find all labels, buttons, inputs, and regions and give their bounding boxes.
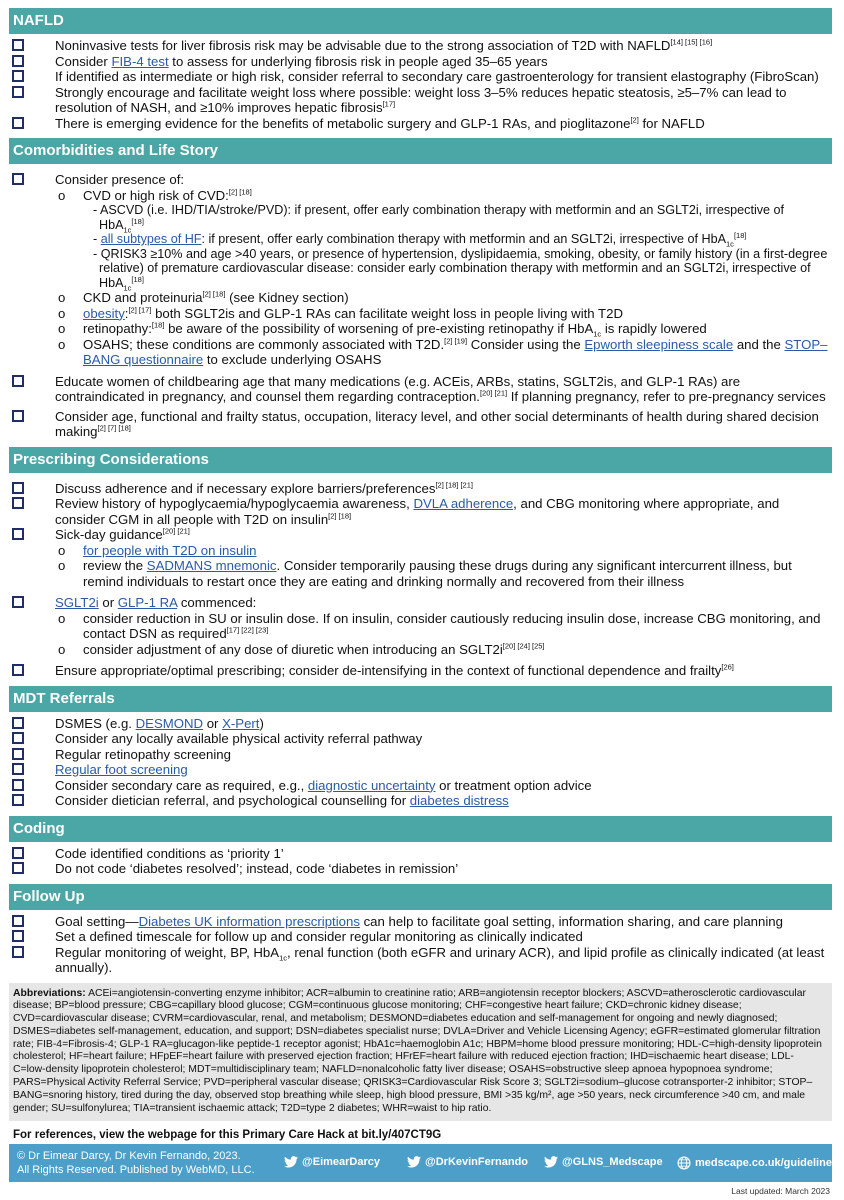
section-header-nafld: NAFLD (9, 8, 832, 34)
foot-screening-link[interactable]: Regular foot screening (55, 762, 188, 777)
checkbox[interactable] (12, 596, 24, 608)
checkbox[interactable] (12, 748, 24, 760)
sub-item: o for people with T2D on insulin (58, 542, 257, 558)
list-item: There is emerging evidence for the benefits of metabolic surgery and GLP-1 RAs, and pioglitazone[2] for NAFLD (9, 116, 832, 132)
sub-sub-item: - all subtypes of HF: if present, offer early combination therapy with metformin and an SGLT2i, irrespective of HbA$_{1c}$[18] (93, 230, 747, 249)
twitter-eimear[interactable]: @EimearDarcy (284, 1156, 380, 1168)
twitter-icon (284, 1156, 298, 1168)
sub-item: o obesity:[2] [17] both SGLT2is and GLP-1 RAs can facilitate weight loss in people living with T2D (58, 305, 623, 321)
twitter-icon (544, 1156, 558, 1168)
sub-sub-item: - ASCVD (i.e. IHD/TIA/stroke/PVD): if present, offer early combination therapy with metformin and an SGLT2i, irrespective of HbA$_{1c}$[18] (93, 203, 785, 235)
epworth-link[interactable]: Epworth sleepiness scale (584, 336, 734, 352)
sub-item: o retinopathy:[18] be aware of the possibility of worsening of pre-existing retinopathy if HbA$_{1c}$ is rapidly lowered (58, 320, 707, 339)
website-link[interactable]: medscape.co.uk/guidelines (677, 1156, 838, 1170)
copyright: © Dr Eimear Darcy, Dr Kevin Fernando, 2023. All Rights Reserved. Published by WebMD, LLC. (17, 1150, 255, 1176)
checkbox[interactable] (12, 862, 24, 874)
references-note: For references, view the webpage for this Primary Care Hack at bit.ly/407CT9G (13, 1129, 442, 1142)
glp1-link[interactable]: GLP-1 RA (117, 595, 178, 610)
list-item: Consider presence of: (9, 172, 832, 188)
checkbox[interactable] (12, 763, 24, 775)
sub-item: o CKD and proteinuria[2] [18] (see Kidney section) (58, 289, 349, 305)
sglt2i-link[interactable]: SGLT2i (55, 595, 99, 610)
diabetes-distress-link[interactable]: diabetes distress (409, 793, 509, 808)
obesity-link[interactable]: obesity (83, 305, 125, 321)
xpert-link[interactable]: X-Pert (222, 715, 260, 731)
checkbox[interactable] (12, 794, 24, 806)
list-item: Ensure appropriate/optimal prescribing; consider de-intensifying in the context of functional dependence and frailty[26] (9, 663, 832, 679)
twitter-icon (407, 1156, 421, 1168)
list-item: Consider secondary care as required, e.g., diagnostic uncertainty or treatment option advice (9, 778, 832, 794)
list-item: Goal setting—Diabetes UK information prescriptions can help to facilitate goal setting, information sharing, and care planning (9, 914, 832, 930)
desmond-link[interactable]: DESMOND (135, 715, 204, 731)
section-follow-up (9, 910, 832, 979)
checkbox[interactable] (12, 717, 24, 729)
list-item (9, 762, 832, 778)
list-item: SGLT2i or GLP-1 RA commenced: (9, 595, 832, 611)
checkbox[interactable] (12, 70, 24, 82)
sub-item: o CVD or high risk of CVD:[2] [18] (58, 187, 252, 203)
list-item: Educate women of childbearing age that many medications (e.g. ACEis, ARBs, statins, SGLT2is, and GLP-1 RAs) are contraindicated in pregnancy, and counsel them regarding contraception.[20] [21] If planning pregnancy, refer to pre-pregnancy services (9, 374, 832, 405)
sub-sub-item: - QRISK3 ≥10% and age >40 years, or presence of hypertension, dyslipidaemia, smoking, obesity, or family history (in a first-degree relative) of premature cardiovascular disease: consider early combination therapy with metformin and an SGLT2i, irrespective of HbA$_{1c}$[18] (93, 246, 828, 293)
globe-icon (677, 1156, 691, 1170)
list-item: Noninvasive tests for liver fibrosis risk may be advisable due to the strong association of T2D with NAFLD[14] [15] [16] (9, 38, 832, 54)
section-mdt (9, 712, 832, 812)
section-comorbidities (9, 164, 832, 443)
hf-subtypes-link[interactable]: all subtypes of HF (100, 232, 202, 246)
checkbox[interactable] (12, 86, 24, 98)
checkbox[interactable] (12, 173, 24, 185)
section-header-prescribing: Prescribing Considerations (9, 447, 832, 473)
list-item: Consider any locally available physical activity referral pathway (9, 731, 832, 747)
hack-page (9, 8, 832, 1149)
list-item: Regular retinopathy screening (9, 747, 832, 763)
list-item: Do not code ‘diabetes resolved’; instead, code ‘diabetes in remission’ (9, 861, 832, 877)
list-item: Code identified conditions as ‘priority 1’ (9, 846, 832, 862)
checkbox[interactable] (12, 732, 24, 744)
fib4-link[interactable]: FIB-4 test (111, 53, 169, 69)
section-coding (9, 842, 832, 880)
list-item: Strongly encourage and facilitate weight loss where possible: weight loss 3–5% reduces hepatic steatosis, ≥5–7% can lead to resolution of NASH, and ≥10% improves hepatic fibrosis[17] (9, 85, 832, 116)
list-item: Set a defined timescale for follow up and consider regular monitoring as clinically indicated (9, 929, 832, 945)
list-item: DSMES (e.g. DESMOND or X-Pert) (9, 716, 832, 732)
list-item: Regular monitoring of weight, BP, HbA$_{1c}$, renal function (both eGFR and urinary ACR), and lipid profile as clinically indicated (at least annually). (9, 945, 832, 976)
checkbox[interactable] (12, 410, 24, 422)
checkbox[interactable] (12, 482, 24, 494)
insulin-sick-day-link[interactable]: for people with T2D on insulin (83, 542, 257, 558)
list-item: Sick-day guidance[20] [21] (9, 527, 832, 543)
diagnostic-uncertainty-link[interactable]: diagnostic uncertainty (307, 777, 436, 793)
sub-item: o review the SADMANS mnemonic. Consider temporarily pausing these drugs during any significant intercurrent illness, but remind individuals to restart once they are eating and drinking normally and recovered from their illness (58, 558, 792, 589)
checkbox[interactable] (12, 528, 24, 540)
sub-item: o consider adjustment of any dose of diuretic when introducing an SGLT2i[20] [24] [25] (58, 641, 545, 657)
checkbox[interactable] (12, 915, 24, 927)
dvla-link[interactable]: DVLA adherence (413, 496, 514, 511)
checkbox[interactable] (12, 39, 24, 51)
sub-item: o consider reduction in SU or insulin dose. If on insulin, consider cautiously reducing insulin dose, increase CBG monitoring, and contact DSN as required[17] [22] [23] (58, 610, 821, 641)
checkbox[interactable] (12, 779, 24, 791)
list-item: Consider dietician referral, and psychological counselling for diabetes distress (9, 793, 832, 809)
checkbox[interactable] (12, 946, 24, 958)
section-header-mdt: MDT Referrals (9, 686, 832, 712)
list-item: Consider age, functional and frailty status, occupation, literacy level, and other social determinants of health during shared decision making[2] [7] [18] (9, 409, 832, 440)
checkbox[interactable] (12, 930, 24, 942)
checkbox[interactable] (12, 117, 24, 129)
list-item: Review history of hypoglycaemia/hypoglycaemia awareness, DVLA adherence, and CBG monitoring where appropriate, and consider CGM in all people with T2D on insulin[2] [18] (9, 496, 832, 527)
last-updated: Last updated: March 2023 (731, 1186, 830, 1196)
list-item: Consider FIB-4 test to assess for underlying fibrosis risk in people aged 35–65 years (9, 54, 832, 70)
section-nafld (9, 34, 832, 134)
twitter-glns[interactable]: @GLNS_Medscape (544, 1156, 663, 1168)
section-prescribing (9, 473, 832, 682)
list-item: Discuss adherence and if necessary explore barriers/preferences[2] [18] [21] (9, 481, 832, 497)
section-header-coding: Coding (9, 816, 832, 842)
checkbox[interactable] (12, 55, 24, 67)
list-item: If identified as intermediate or high risk, consider referral to secondary care gastroenterology for transient elastography (FibroScan) (9, 69, 832, 85)
section-header-comorbidities: Comorbidities and Life Story (9, 138, 832, 164)
stop-bang-link[interactable]: STOP–BANG questionnaire (83, 336, 828, 367)
abbreviations-box: Abbreviations: ACEi=angiotensin-converting enzyme inhibitor; ACR=albumin to creatinine ratio; ARB=angiotensin receptor blockers; ASCVD=atherosclerotic cardiovascular disease; BP=blood pressure; CBG=capillary blood glucose; CGM=continuous glucose monitoring; CHF=congestive heart failure; CKD=chronic kidney disease; CVD=cardiovascular disease; CVRM=cardiovascular, renal, and metabolism; DESMOND=diabetes education and self-management for ongoing and newly diagnosed; DSMES=diabetes self-management, education, and support; DSN=diabetes specialist nurse; DVLA=Driver and Vehicle Licensing Agency; eGFR=estimated glomerular filtration rate; FIB-4=Fibrosis-4; GLP-1 RA=glucagon-like peptide-1 receptor agonist; HbA1c=haemoglobin A1c; HBPM=home blood pressure monitoring; HDL-C=high-density lipoprotein cholesterol; HF=heart failure; HFpEF=heart failure with preserved ejection fraction; HFrEF=heart failure with reduced ejection fraction; IHD=ischaemic heart disease; LDL-C=low-density lipoprotein cholesterol; MDT=multidisciplinary team; NAFLD=nonalcoholic fatty liver disease; OSAHS=obstructive sleep apnoea hypopnoea syndrome; PARS=Physical Activity Referral Service; PVD=peripheral vascular disease; QRISK3=Cardiovascular Risk Score 3; SGLT2i=sodium–glucose cotransporter-2 inhibitor; STOP–BANG=snoring history, tired during the day, observed stop breathing while sleep, high blood pressure, BMI >35 kg/m², age >50 years, neck circumference >40 cm, and male gender; SU=sulfonylurea; TIA=transient ischaemic attack; T2D=type 2 diabetes; WHR=waist to hip ratio. (9, 983, 832, 1122)
checkbox[interactable] (12, 664, 24, 676)
sub-item: o OSAHS; these conditions are commonly associated with T2D.[2] [19] Consider using the Epworth sleepiness scale and the STOP–BANG questionnaire to exclude underlying OSAHS (58, 336, 828, 367)
checkbox[interactable] (12, 375, 24, 387)
checkbox[interactable] (12, 497, 24, 509)
footer-bar (9, 1144, 839, 1182)
checkbox[interactable] (12, 847, 24, 859)
sadmans-link[interactable]: SADMANS mnemonic (146, 558, 277, 573)
info-prescriptions-link[interactable]: Diabetes UK information prescriptions (138, 913, 360, 929)
section-header-follow-up: Follow Up (9, 884, 832, 910)
twitter-kevin[interactable]: @DrKevinFernando (407, 1156, 528, 1168)
